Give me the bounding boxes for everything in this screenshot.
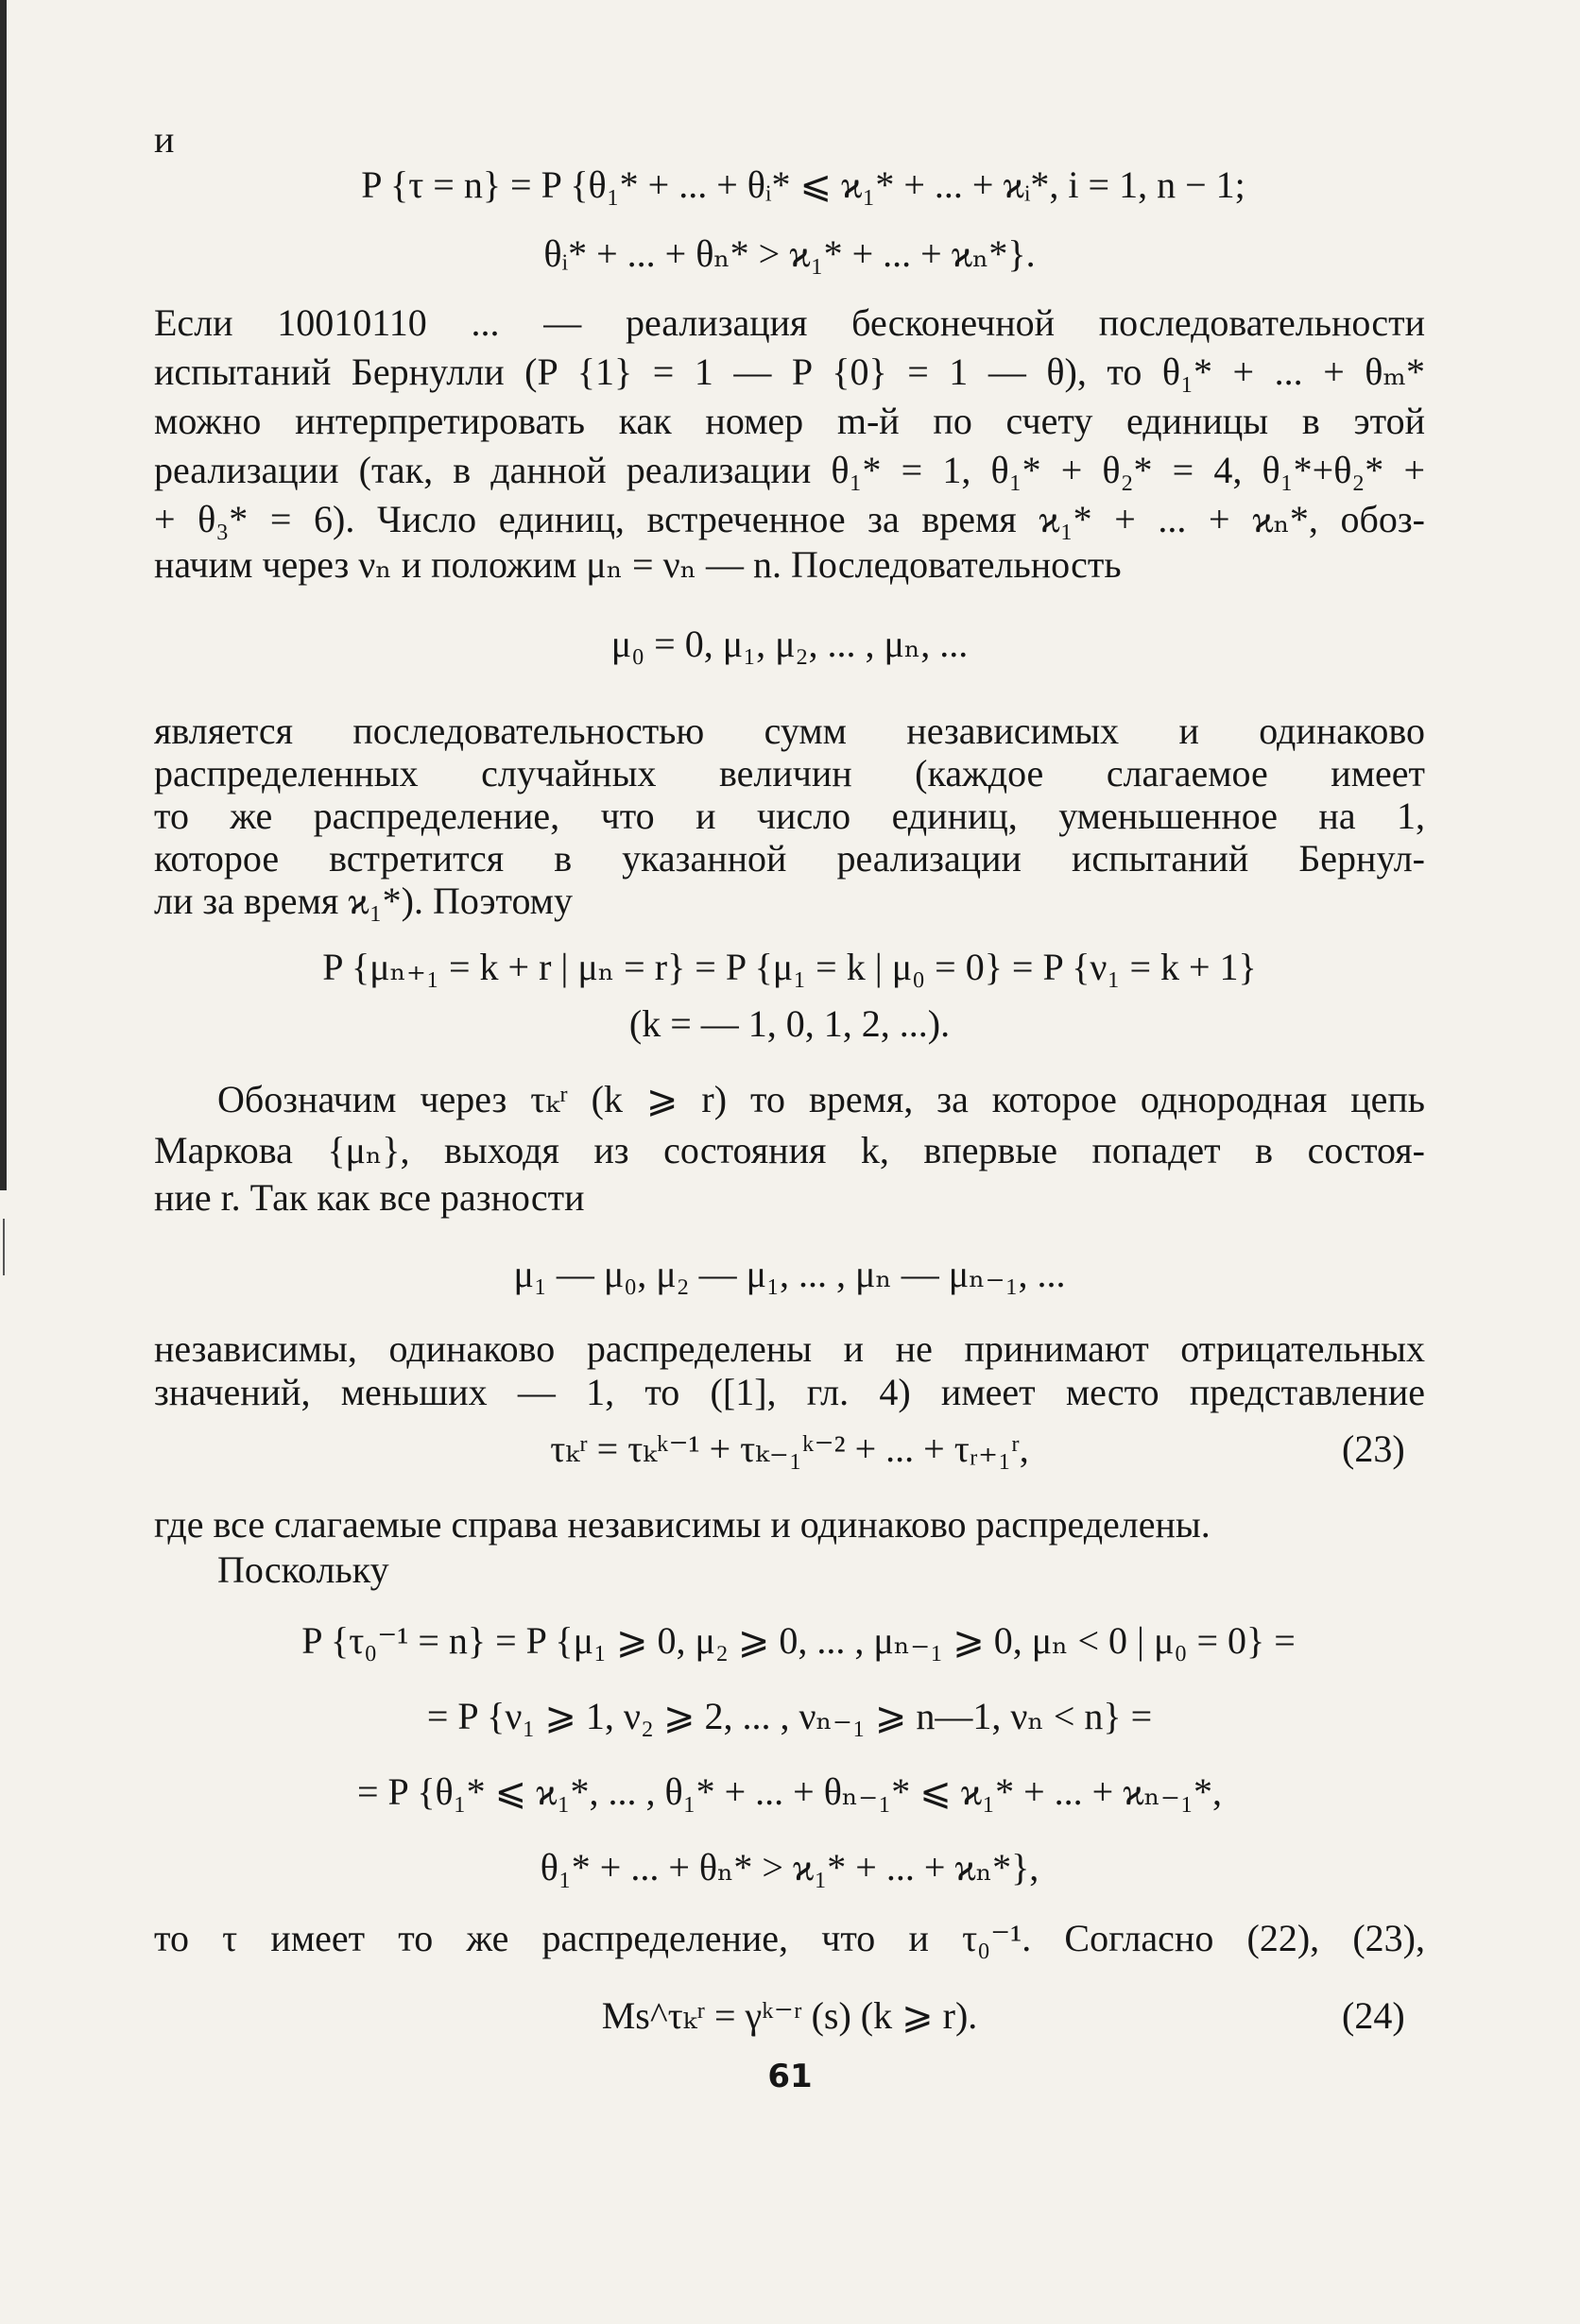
text-line: Если 10010110 ... — реализация бесконечной последовательности: [154, 301, 1425, 344]
text-line: то τ имеет то же распределение, что и τ₀⁻¹. Согласно (22), (23),: [154, 1917, 1425, 1959]
text-line: распределенных случайных величин (каждое слагаемое имеет: [154, 752, 1425, 795]
text-line: ли за время ϰ₁*). Поэтому: [154, 880, 573, 922]
equation-number: (24): [1342, 1994, 1405, 2037]
binding-mark: [3, 1219, 5, 1275]
equation-line: P {μₙ₊₁ = k + r | μₙ = r} = P {μ₁ = k | μ₀ = 0} = P {ν₁ = k + 1}: [322, 946, 1257, 988]
equation-line: Ms^τₖʳ = γᵏ⁻ʳ (s) (k ⩾ r).: [601, 1994, 978, 2037]
equation-line: P {τ₀⁻¹ = n} = P {μ₁ ⩾ 0, μ₂ ⩾ 0, ... , μₙ₋₁ ⩾ 0, μₙ < 0 | μ₀ = 0} =: [301, 1619, 1296, 1662]
text-line: + θ₃* = 6). Число единиц, встреченное за время ϰ₁* + ... + ϰₙ*, обоз-: [154, 498, 1425, 540]
equation-number: (23): [1342, 1427, 1405, 1470]
equation-line: = P {θ₁* ⩽ ϰ₁*, ... , θ₁* + ... + θₙ₋₁* ⩽ ϰ₁* + ... + ϰₙ₋₁*,: [357, 1770, 1222, 1813]
text-line: испытаний Бернулли (P {1} = 1 — P {0} = 1 — θ), то θ₁* + ... + θₘ*: [154, 350, 1425, 393]
equation-line: θᵢ* + ... + θₙ* > ϰ₁* + ... + ϰₙ*}.: [543, 232, 1036, 275]
text-line: ние r. Так как все разности: [154, 1176, 585, 1219]
text-line: является последовательностью сумм независимых и одинаково: [154, 709, 1425, 752]
text-line: и: [154, 118, 175, 161]
text-line: которое встретится в указанной реализации испытаний Бернул-: [154, 837, 1425, 880]
text-line: реализации (так, в данной реализации θ₁* = 1, θ₁* + θ₂* = 4, θ₁*+θ₂* +: [154, 449, 1425, 491]
text-line: можно интерпретировать как номер m-й по счету единицы в этой: [154, 400, 1425, 442]
text-line: начим через νₙ и положим μₙ = νₙ — n. Последовательность: [154, 543, 1122, 586]
text-line: то же распределение, что и число единиц, уменьшенное на 1,: [154, 795, 1425, 837]
equation-line: τₖʳ = τₖᵏ⁻¹ + τₖ₋₁ᵏ⁻² + ... + τᵣ₊₁ʳ,: [550, 1427, 1029, 1470]
text-line: независимы, одинаково распределены и не принимают отрицательных: [154, 1327, 1425, 1370]
equation-line: μ₀ = 0, μ₁, μ₂, ... , μₙ, ...: [610, 623, 969, 665]
equation-line: μ₁ — μ₀, μ₂ — μ₁, ... , μₙ — μₙ₋₁, ...: [513, 1253, 1066, 1295]
text-line: Поскольку: [217, 1548, 389, 1591]
page-number: 61: [767, 2058, 813, 2095]
text-line: значений, меньших — 1, то ([1], гл. 4) имеет место представление: [154, 1371, 1425, 1413]
equation-line: θ₁* + ... + θₙ* > ϰ₁* + ... + ϰₙ*},: [540, 1846, 1039, 1888]
equation-line: (k = — 1, 0, 1, 2, ...).: [628, 1002, 951, 1045]
text-line: Обозначим через τₖʳ (k ⩾ r) то время, за которое однородная цепь: [217, 1078, 1425, 1120]
text-line: Маркова {μₙ}, выходя из состояния k, впервые попадет в состоя-: [154, 1129, 1425, 1171]
equation-line: P {τ = n} = P {θ₁* + ... + θᵢ* ⩽ ϰ₁* + ... + ϰᵢ*, i = 1, n − 1;: [361, 163, 1245, 206]
binding-edge: [0, 0, 7, 1190]
equation-line: = P {ν₁ ⩾ 1, ν₂ ⩾ 2, ... , νₙ₋₁ ⩾ n—1, νₙ < n} =: [426, 1695, 1153, 1737]
text-line: где все слагаемые справа независимы и одинаково распределены.: [154, 1503, 1211, 1546]
